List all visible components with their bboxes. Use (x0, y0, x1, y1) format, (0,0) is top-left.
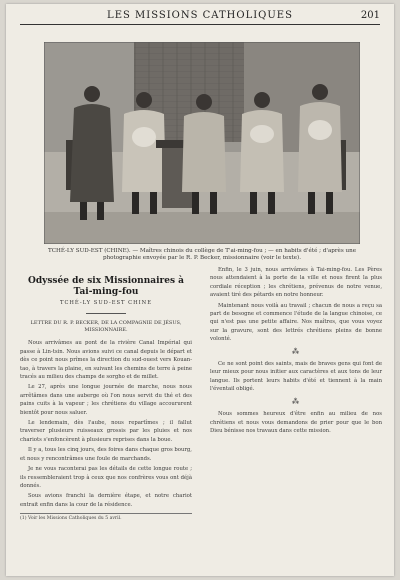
paragraph: Je ne vous raconterai pas les détails de cette longue route ; ils ressembleraient trop à ceux que nos confrères vous ont déjà donnés. (20, 466, 192, 489)
title-rule (86, 313, 126, 314)
article-title: Odyssée de six Missionnaires à Tai-ming-fou (28, 276, 184, 297)
page-number: 201 (360, 10, 380, 21)
page-header (20, 10, 380, 25)
journal-title: LES MISSIONS CATHOLIQUES (107, 10, 293, 21)
newspaper-page (6, 4, 394, 576)
paragraph: Nous arrivâmes au pont de la rivière Canal Impérial qui passe à Lin-tsin. Nous avions suivi ce canal depuis le départ et dès ce point nous prîmes la direction du sud-ouest vers Kouan-tao, à travers la plaine, en suivant les chemins de terre à peine tracés au milieu des champs de sorgho et de millet. (20, 340, 192, 381)
paragraph: Maintenant nous voilà au travail ; chacun de nous a reçu sa part de besogne et commence l'étude de la langue chinoise, ce qui n'est pas une petite affaire. Nos maîtres, que vous voyez sur la gravure, sont des lettrés chrétiens pleins de bonne volonté. (210, 302, 382, 343)
photo-caption: TCHÉ-LY SUD-EST (CHINE). — Maîtres chinois du collège de T'ai-ming-fou ; — en habits d'été ; d'après une photographie envoyée par le R. P. Becker, missionnaire (voir le texte). (47, 248, 357, 261)
paragraph: Nous sommes heureux d'être enfin au milieu de nos chrétiens et nous vous demandons de prier pour que le bon Dieu bénisse nos travaux dans cette mission. (210, 411, 382, 434)
paragraph: Sous avions franchi la dernière étape, et notre chariot entrait enfin dans la cour de la résidence. (20, 493, 192, 508)
article-byline: LETTRE DU R. P. BECKER, DE LA COMPAGNIE DE JÉSUS, MISSIONNAIRE. (30, 320, 182, 334)
paragraph: Le 27, après une longue journée de marche, nous nous arrêtâmes dans une auberge où l'on nous servit du thé et des pains cuits à la vapeur ; les chrétiens du village accoururent bientôt pour nous saluer. (20, 384, 192, 416)
photo-illustration (44, 42, 360, 244)
right-column (210, 266, 382, 437)
paragraph: Le lendemain, dès l'aube, nous repartîmes ; il fallut traverser plusieurs ruisseaux grossis par les pluies et nos chariots s'enfoncèrent à plusieurs reprises dans la boue. (20, 420, 192, 443)
left-column (20, 266, 192, 522)
footnote: (1) Voir les Missions Catholiques du 5 avril. (20, 513, 192, 522)
paragraph: Il y a, tous les cinq jours, des foires dans chaque gros bourg, et nous y rencontrâmes une foule de marchands. (20, 447, 192, 462)
paragraph: Enfin, le 3 juin, nous arrivâmes à Tai-ming-fou. Les Pères nous attendaient à la porte de la ville et nous firent la plus cordiale réception ; les chrétiens, prévenus de notre venue, avaient tiré des pétards en notre honneur. (210, 267, 382, 299)
section-divider-asterism: ⁂ (292, 347, 300, 356)
section-divider-asterism: ⁂ (292, 397, 300, 406)
paragraph: Ce ne sont point des saints, mais de braves gens qui font de leur mieux pour nous initier aux caractères et aux tons de leur langue. Ils portent leurs habits d'été et tiennent à la main l'éventail obligé. (210, 361, 382, 393)
article-subtitle: TCHÉ-LY SUD-EST CHINE (59, 300, 153, 306)
group-photo (44, 42, 360, 244)
